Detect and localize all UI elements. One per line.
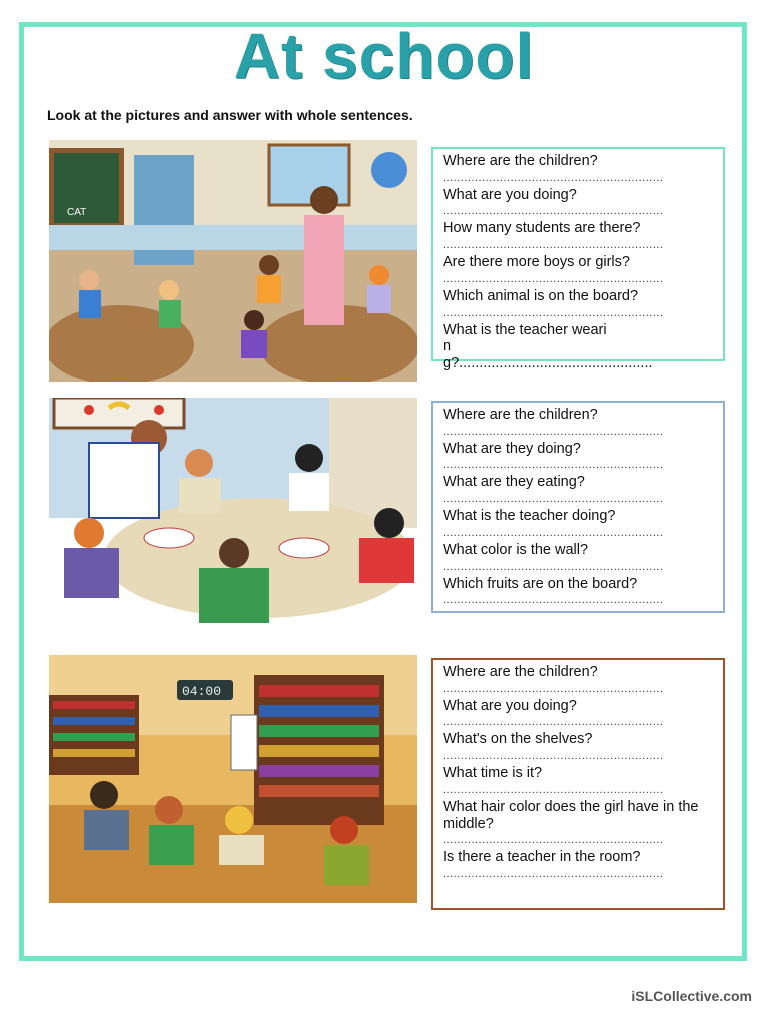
answer-line[interactable]: .............................................................. [443,306,664,319]
question: What's on the shelves? [443,731,593,748]
answer-line[interactable]: .............................................................. [443,867,664,880]
question: Where are the children? [443,664,598,680]
answer-line[interactable]: .............................................................. [443,526,664,539]
answer-line[interactable]: .............................................................. [443,272,664,285]
questions-box-lunch [431,401,725,613]
question: What are they eating? [443,474,585,491]
question: What are they doing? [443,440,581,457]
question: What time is it? [443,765,543,782]
answer-line[interactable]: .............................................................. [443,834,664,847]
answer-line[interactable]: .............................................................. [443,205,664,218]
question: Which animal is on the board? [443,287,639,304]
classroom-picture [49,140,417,382]
answer-line[interactable]: .............................................................. [443,682,664,695]
question: Where are the children? [443,407,598,423]
answer-line[interactable]: .............................................................. [443,493,664,506]
question: Where are the children? [443,153,598,169]
answer-line[interactable]: .............................................................. [443,783,664,796]
question: What hair color does the girl have in the middle? [443,798,699,832]
question: What are you doing? [443,186,577,203]
clock-text: 04:00 [182,684,222,699]
footer-watermark: iSLCollective.com [631,988,752,1004]
answer-line[interactable]: .............................................................. [443,171,664,184]
answer-line[interactable]: .............................................................. [443,750,664,763]
answer-line[interactable]: .............................................................. [443,239,664,252]
question: What is the teacher wearing?................................................ [443,321,653,371]
question: Is there a teacher in the room? [443,849,641,866]
questions-box-library [431,658,725,910]
answer-line[interactable]: .............................................................. [443,425,664,438]
page-title: At school [233,20,535,92]
question: How many students are there? [443,220,641,237]
question: Are there more boys or girls? [443,254,630,271]
question: What is the teacher doing? [443,508,616,525]
board-text: CAT [67,207,87,218]
answer-line[interactable]: .............................................................. [443,459,664,472]
question: Which fruits are on the board? [443,575,638,592]
answer-line[interactable]: .............................................................. [443,560,664,573]
questions-box-classroom [431,147,725,371]
question: What color is the wall? [443,541,589,558]
question: What are you doing? [443,697,577,714]
instructions: Look at the pictures and answer with whole sentences. [47,107,413,123]
answer-line[interactable]: .............................................................. [443,594,664,607]
lunch-picture [49,398,417,635]
answer-line[interactable]: .............................................................. [443,716,664,729]
library-picture [49,655,417,903]
